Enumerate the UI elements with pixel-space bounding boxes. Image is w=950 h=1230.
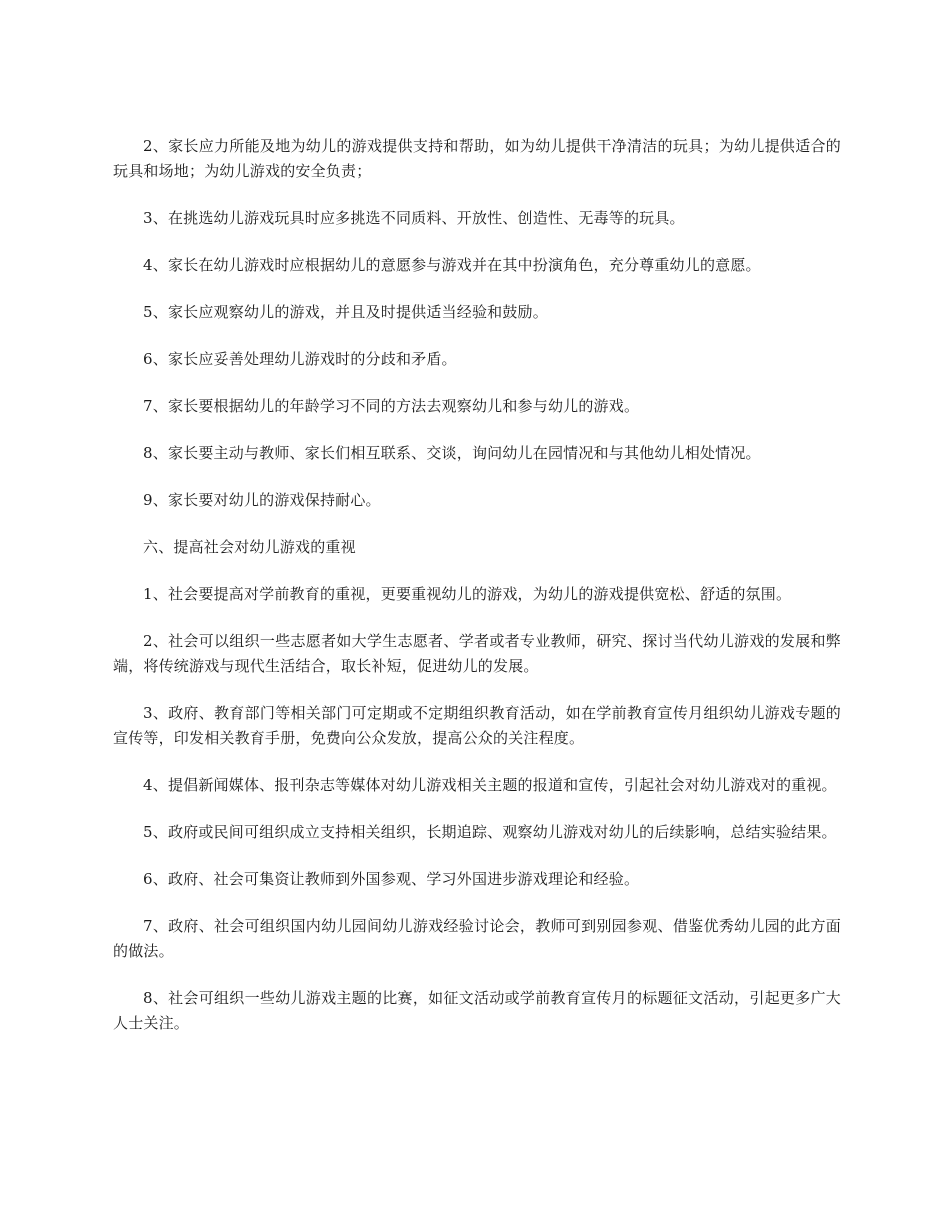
paragraph-society-item-4: 4、提倡新闻媒体、报刊杂志等媒体对幼儿游戏相关主题的报道和宣传，引起社会对幼儿游戏对的重视。 (143, 776, 837, 794)
paragraph-society-item-3: 3、政府、教育部门等相关部门可定期或不定期组织教育活动，如在学前教育宣传月组织幼儿游戏专题的宣传等，印发相关教育手册，免费向公众发放，提高公众的关注程度。 (113, 704, 841, 747)
paragraph-parent-item-4: 4、家长在幼儿游戏时应根据幼儿的意愿参与游戏并在其中扮演角色，充分尊重幼儿的意愿。 (143, 256, 761, 274)
paragraph-society-item-2: 2、社会可以组织一些志愿者如大学生志愿者、学者或者专业教师，研究、探讨当代幼儿游戏的发展和弊端，将传统游戏与现代生活结合，取长补短，促进幼儿的发展。 (113, 632, 841, 675)
section-heading-six: 六、提高社会对幼儿游戏的重视 (143, 538, 356, 556)
paragraph-parent-item-8: 8、家长要主动与教师、家长们相互联系、交谈，询问幼儿在园情况和与其他幼儿相处情况。 (143, 444, 761, 462)
paragraph-parent-item-2: 2、家长应力所能及地为幼儿的游戏提供支持和帮助，如为幼儿提供干净清洁的玩具；为幼儿提供适合的玩具和场地；为幼儿游戏的安全负责； (113, 137, 841, 180)
paragraph-society-item-1: 1、社会要提高对学前教育的重视，更要重视幼儿的游戏，为幼儿的游戏提供宽松、舒适的氛围。 (143, 585, 792, 603)
document-body (113, 134, 841, 1058)
paragraph-society-item-6: 6、政府、社会可集资让教师到外国参观、学习外国进步游戏理论和经验。 (143, 870, 640, 888)
paragraph-society-item-8: 8、社会可组织一些幼儿游戏主题的比赛，如征文活动或学前教育宣传月的标题征文活动，引起更多广大人士关注。 (113, 989, 841, 1032)
paragraph-society-item-7: 7、政府、社会可组织国内幼儿园间幼儿游戏经验讨论会，教师可到别园参观、借鉴优秀幼儿园的此方面的做法。 (113, 917, 841, 960)
paragraph-parent-item-9: 9、家长要对幼儿的游戏保持耐心。 (143, 491, 381, 509)
paragraph-parent-item-7: 7、家长要根据幼儿的年龄学习不同的方法去观察幼儿和参与幼儿的游戏。 (143, 397, 640, 415)
paragraph-parent-item-3: 3、在挑选幼儿游戏玩具时应多挑选不同质料、开放性、创造性、无毒等的玩具。 (143, 209, 685, 227)
paragraph-society-item-5: 5、政府或民间可组织成立支持相关组织，长期追踪、观察幼儿游戏对幼儿的后续影响，总结实验结果。 (143, 823, 837, 841)
paragraph-parent-item-5: 5、家长应观察幼儿的游戏，并且及时提供适当经验和鼓励。 (143, 303, 548, 321)
paragraph-parent-item-6: 6、家长应妥善处理幼儿游戏时的分歧和矛盾。 (143, 350, 457, 368)
